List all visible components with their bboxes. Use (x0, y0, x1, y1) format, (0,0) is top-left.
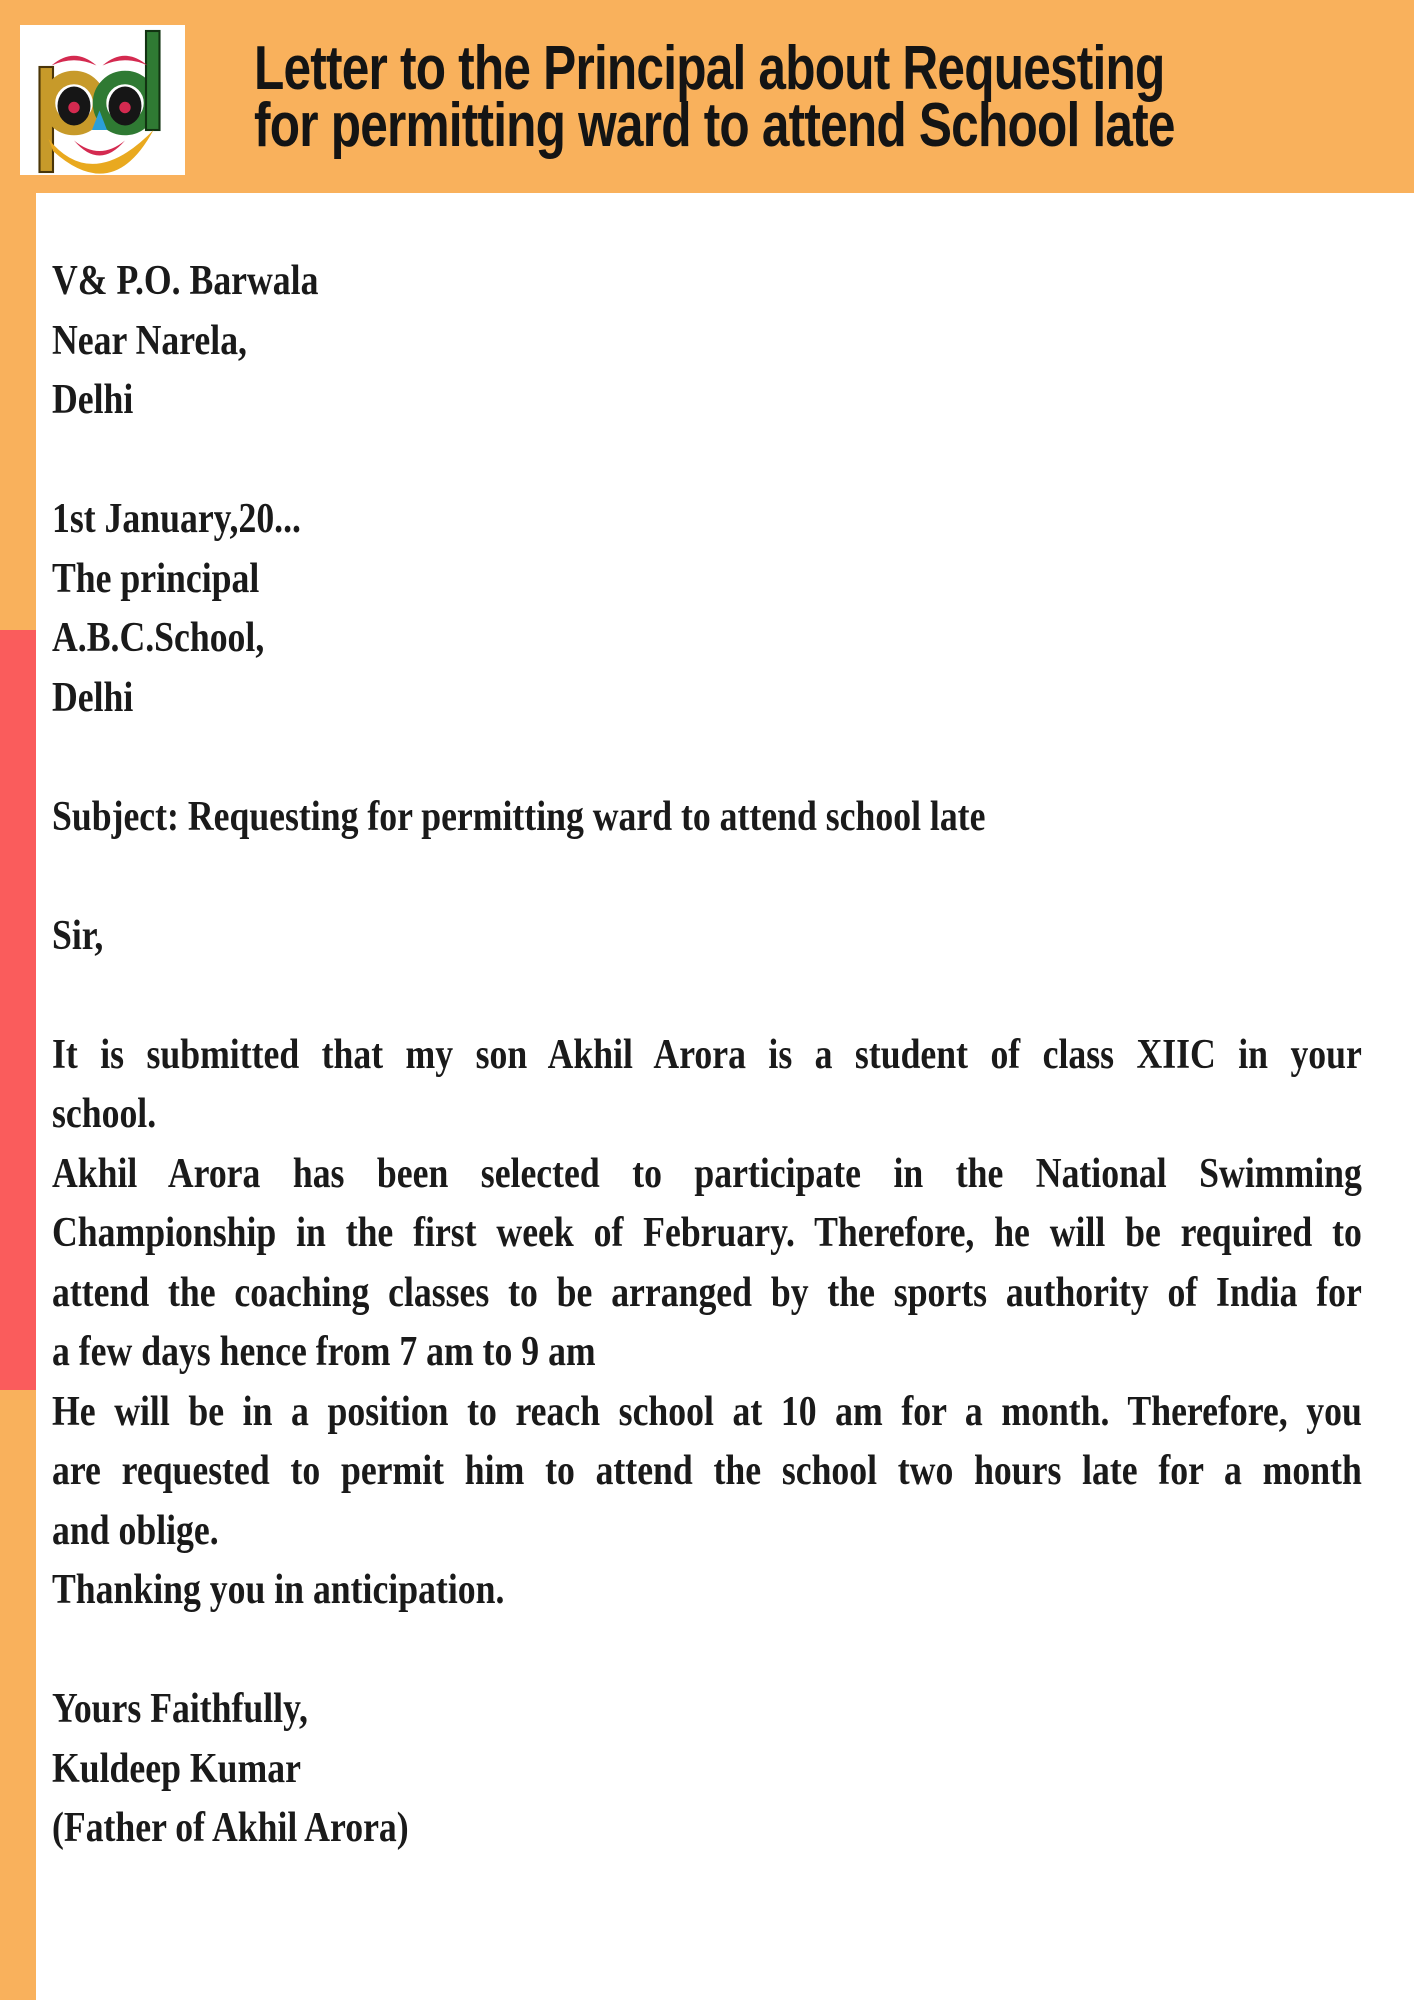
closing-line: Yours Faithfully, (52, 1686, 308, 1732)
left-accent-bar (0, 193, 36, 2000)
body-paragraph-line: and oblige. (52, 1507, 219, 1554)
body-paragraph-line: Championship in the first week of February. Therefore, he will be required to (52, 1210, 1362, 1256)
blank-line (52, 728, 1362, 788)
salutation-line: Sir, (52, 912, 104, 959)
header-band (0, 0, 1414, 193)
page-title-line2: for permitting ward to attend School late (254, 90, 1175, 160)
body-paragraph-line: It is submitted that my son Akhil Arora is a student of class XIIC in your (52, 1031, 1362, 1078)
blank-line (52, 847, 1362, 907)
body-paragraph-line: Thanking you in anticipation. (52, 1567, 505, 1613)
body-paragraph-line: are requested to permit him to attend the school two hours late for a month (52, 1448, 1362, 1494)
sender-address-line: Near Narela, (52, 317, 247, 364)
blank-line (52, 966, 1362, 1026)
body-paragraph-line: a few days hence from 7 am to 9 am (52, 1329, 596, 1375)
recipient-line: A.B.C.School, (52, 615, 265, 661)
body-paragraph-line: attend the coaching classes to be arranged by the sports authority of India for (52, 1269, 1362, 1316)
body-paragraph-line: school. (52, 1091, 157, 1137)
sender-address-line: Delhi (52, 377, 134, 423)
letter-body (52, 252, 1362, 1859)
date-line: 1st January,20... (52, 496, 301, 542)
sender-address-line: V& P.O. Barwala (52, 258, 319, 304)
recipient-line: The principal (52, 555, 260, 602)
subject-line: Subject: Requesting for permitting ward to attend school late (52, 793, 986, 840)
body-paragraph-line: He will be in a position to reach school at 10 am for a month. Therefore, you (52, 1388, 1362, 1435)
page-title-line1: Letter to the Principal about Requesting (254, 33, 1165, 103)
body-paragraph-line: Akhil Arora has been selected to participate in the National Swimming (52, 1150, 1362, 1197)
blank-line (52, 431, 1362, 491)
blank-line (52, 1621, 1362, 1681)
recipient-line: Delhi (52, 674, 134, 721)
signature-name-line: Kuldeep Kumar (52, 1745, 301, 1792)
signature-relation-line: (Father of Akhil Arora) (52, 1805, 409, 1851)
page-title (150, 0, 1190, 193)
